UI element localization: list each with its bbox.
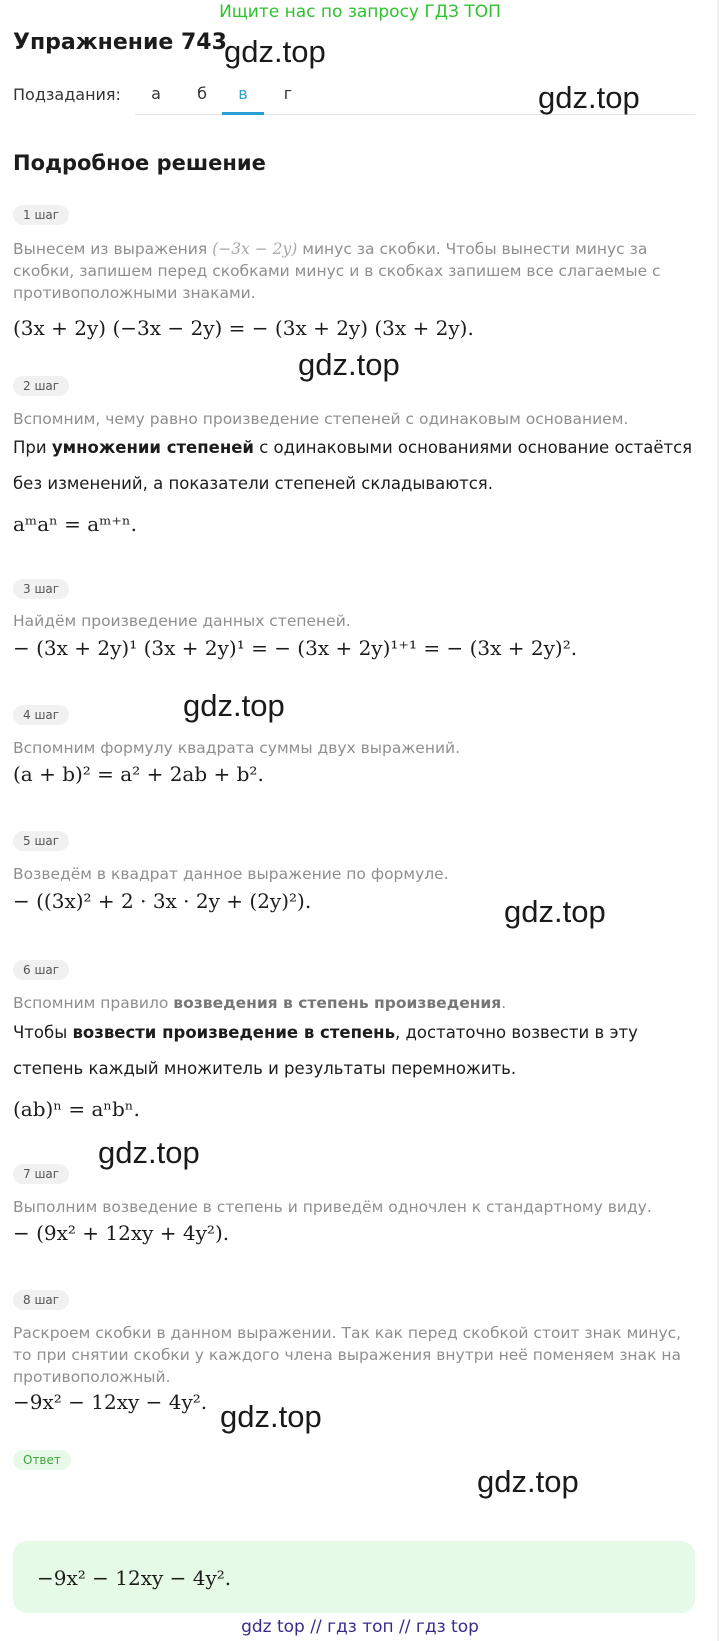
step-text: Возведём в квадрат данное выражение по формуле. [13, 865, 449, 883]
rule-bold: возвести произведение в степень [72, 1023, 396, 1042]
rule-bold: умножении степеней [51, 438, 254, 457]
step-text: Вспомним, чему равно произведение степеней с одинаковым основанием. [13, 410, 629, 428]
step-formula: − ((3x)² + 2 · 3x · 2y + (2y)²). [13, 889, 312, 913]
step-text: Найдём произведение данных степеней. [13, 612, 351, 630]
step-formula: (a + b)² = a² + 2ab + b². [13, 762, 264, 786]
rule-text [13, 1015, 693, 1087]
step-formula: − (9x² + 12xy + 4y²). [13, 1221, 230, 1245]
step-badge: 7 шаг [13, 1164, 69, 1184]
rule-text [13, 430, 693, 502]
solution-title: Подробное решение [13, 151, 266, 175]
step-text-part: минус за скобки. Чтобы вынести минус за скобки, запишем перед скобками минус и в скобках запишем все слагаемые с противоположными знаками. [13, 240, 661, 302]
step-badge: 6 шаг [13, 960, 69, 980]
step-text-part: . [501, 994, 507, 1012]
step-text: Вспомним формулу квадрата суммы двух выражений. [13, 739, 461, 757]
step-formula: (3x + 2y) (−3x − 2y) = − (3x + 2y) (3x + 2y). [13, 316, 474, 340]
step-formula: −9x² − 12xy − 4y². [13, 1390, 208, 1414]
subtasks-label: Подзадания: [13, 85, 121, 104]
watermark: gdz.top [504, 894, 606, 929]
step-text [13, 992, 693, 1014]
watermark: gdz.top [224, 34, 326, 69]
rule-text-part: с одинаковыми основаниями основание остаётся без изменений, а показатели степеней складываются. [13, 438, 693, 493]
exercise-title: Упражнение 743 [13, 30, 227, 55]
watermark: gdz.top [183, 688, 285, 723]
tab-b[interactable]: б [197, 84, 207, 103]
step-badge: 5 шаг [13, 831, 69, 851]
rule-text-part: , достаточно возвести в эту степень каждый множитель и результаты перемножить. [13, 1023, 638, 1078]
step-text-part: Вспомним правило [13, 994, 174, 1012]
tab-g[interactable]: г [283, 84, 293, 103]
watermark: gdz.top [538, 80, 640, 115]
step-badge: 4 шаг [13, 705, 69, 725]
step-text [13, 238, 693, 304]
footer-links[interactable]: gdz top // гдз топ // гдз top [241, 1617, 479, 1637]
step-text: Раскроем скобки в данном выражении. Так как перед скобкой стоит знак минус, то при снятии скобки у каждого члена выражения внутри неё поменяем знак на противоположный. [13, 1324, 682, 1386]
tab-a[interactable]: а [151, 84, 161, 103]
scrollbar-track[interactable] [717, 0, 719, 1641]
answer-badge: Ответ [13, 1450, 71, 1470]
answer-formula: −9x² − 12xy − 4y². [37, 1566, 232, 1590]
step-formula: aᵐaⁿ = aᵐ⁺ⁿ. [13, 512, 137, 536]
step-text: Выполним возведение в степень и приведём одночлен к стандартному виду. [13, 1198, 652, 1216]
step-badge: 1 шаг [13, 205, 69, 225]
step-formula: (ab)ⁿ = aⁿbⁿ. [13, 1097, 140, 1121]
step-badge: 8 шаг [13, 1290, 69, 1310]
step-formula: − (3x + 2y)¹ (3x + 2y)¹ = − (3x + 2y)¹⁺¹ = − (3x + 2y)². [13, 636, 578, 660]
watermark: gdz.top [220, 1399, 322, 1434]
watermark: gdz.top [477, 1464, 579, 1499]
step-text-part: Вынесем из выражения [13, 240, 208, 258]
step-badge: 3 шаг [13, 579, 69, 599]
promo-banner: Ищите нас по запросу ГДЗ ТОП [219, 2, 501, 22]
rule-text-part: При [13, 438, 52, 457]
step-badge: 2 шаг [13, 376, 69, 396]
step-text-bold: возведения в степень произведения [173, 994, 502, 1012]
rule-text-part: Чтобы [13, 1023, 73, 1042]
inline-expression: (−3x − 2y) [212, 240, 298, 258]
tab-v[interactable]: в [222, 76, 264, 115]
watermark: gdz.top [298, 347, 400, 382]
watermark: gdz.top [98, 1135, 200, 1170]
